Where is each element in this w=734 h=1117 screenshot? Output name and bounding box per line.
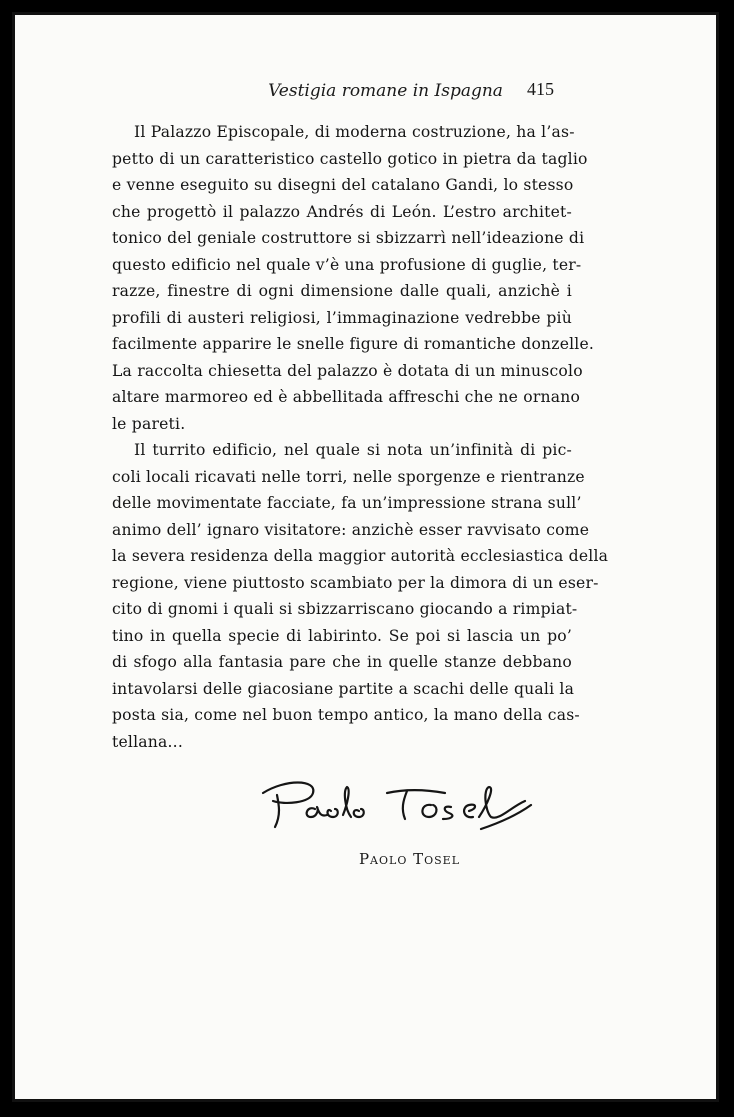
text-line: La raccolta chiesetta del palazzo è dotata di un minuscolo bbox=[112, 361, 583, 380]
text-line: cito di gnomi i quali si sbizzarriscano giocando a rimpiat- bbox=[112, 600, 578, 618]
text-line: coli locali ricavati nelle torri, nelle sporgenze e rientranze bbox=[112, 467, 585, 486]
text-line: questo edificio nel quale v’è una profusione di guglie, ter- bbox=[112, 255, 582, 274]
text-line: di sfogo alla fantasia pare che in quelle stanze debbano bbox=[112, 653, 572, 671]
text-line: facilmente apparire le snelle figure di romantiche donzelle. bbox=[112, 335, 595, 353]
text-line: altare marmoreo ed è abbellitada affreschi che ne ornano bbox=[112, 388, 581, 406]
text-line: la severa residenza della maggior autorità ecclesiastica della bbox=[112, 547, 609, 565]
text-line: animo dell’ ignaro visitatore: anzichè esser ravvisato come bbox=[112, 520, 590, 539]
text-line: Il turrito edificio, nel quale si nota un’infinità di pic- bbox=[134, 441, 572, 459]
body-text bbox=[112, 119, 609, 755]
text-line: che progettò il palazzo Andrés di León. L’estro architet- bbox=[112, 202, 572, 221]
text-line: tellana... bbox=[112, 732, 183, 751]
text-line: posta sia, come nel buon tempo antico, la mano della cas- bbox=[112, 706, 580, 724]
page bbox=[12, 12, 719, 1102]
text-line: tino in quella specie di labirinto. Se poi si lascia un po’ bbox=[112, 626, 572, 645]
handwritten-signature bbox=[255, 775, 555, 845]
page-header bbox=[15, 81, 716, 113]
text-line: tonico del geniale costruttore si sbizzarrì nell’ideazione di bbox=[112, 229, 585, 247]
text-line: intavolarsi delle giacosiane partite a scachi delle quali la bbox=[112, 679, 575, 698]
text-line: le pareti. bbox=[112, 414, 186, 433]
page-number: 415 bbox=[527, 79, 554, 99]
text-line: Il Palazzo Episcopale, di moderna costruzione, ha l’as- bbox=[134, 123, 575, 141]
text-line: delle movimentate facciate, fa un’impressione strana sull’ bbox=[112, 494, 582, 512]
text-line: petto di un caratteristico castello gotico in pietra da taglio bbox=[112, 149, 588, 168]
text-line: profili di austeri religiosi, l’immaginazione vedrebbe più bbox=[112, 308, 572, 327]
text-line: razze, finestre di ogni dimensione dalle quali, anzichè i bbox=[112, 282, 572, 300]
text-line: regione, viene piuttosto scambiato per la dimora di un eser- bbox=[112, 573, 599, 592]
running-title: Vestigia romane in Ispagna bbox=[268, 81, 503, 101]
author-name: Paolo Tosel bbox=[358, 850, 461, 868]
text-line: e venne eseguito su disegni del catalano Gandi, lo stesso bbox=[112, 176, 574, 194]
